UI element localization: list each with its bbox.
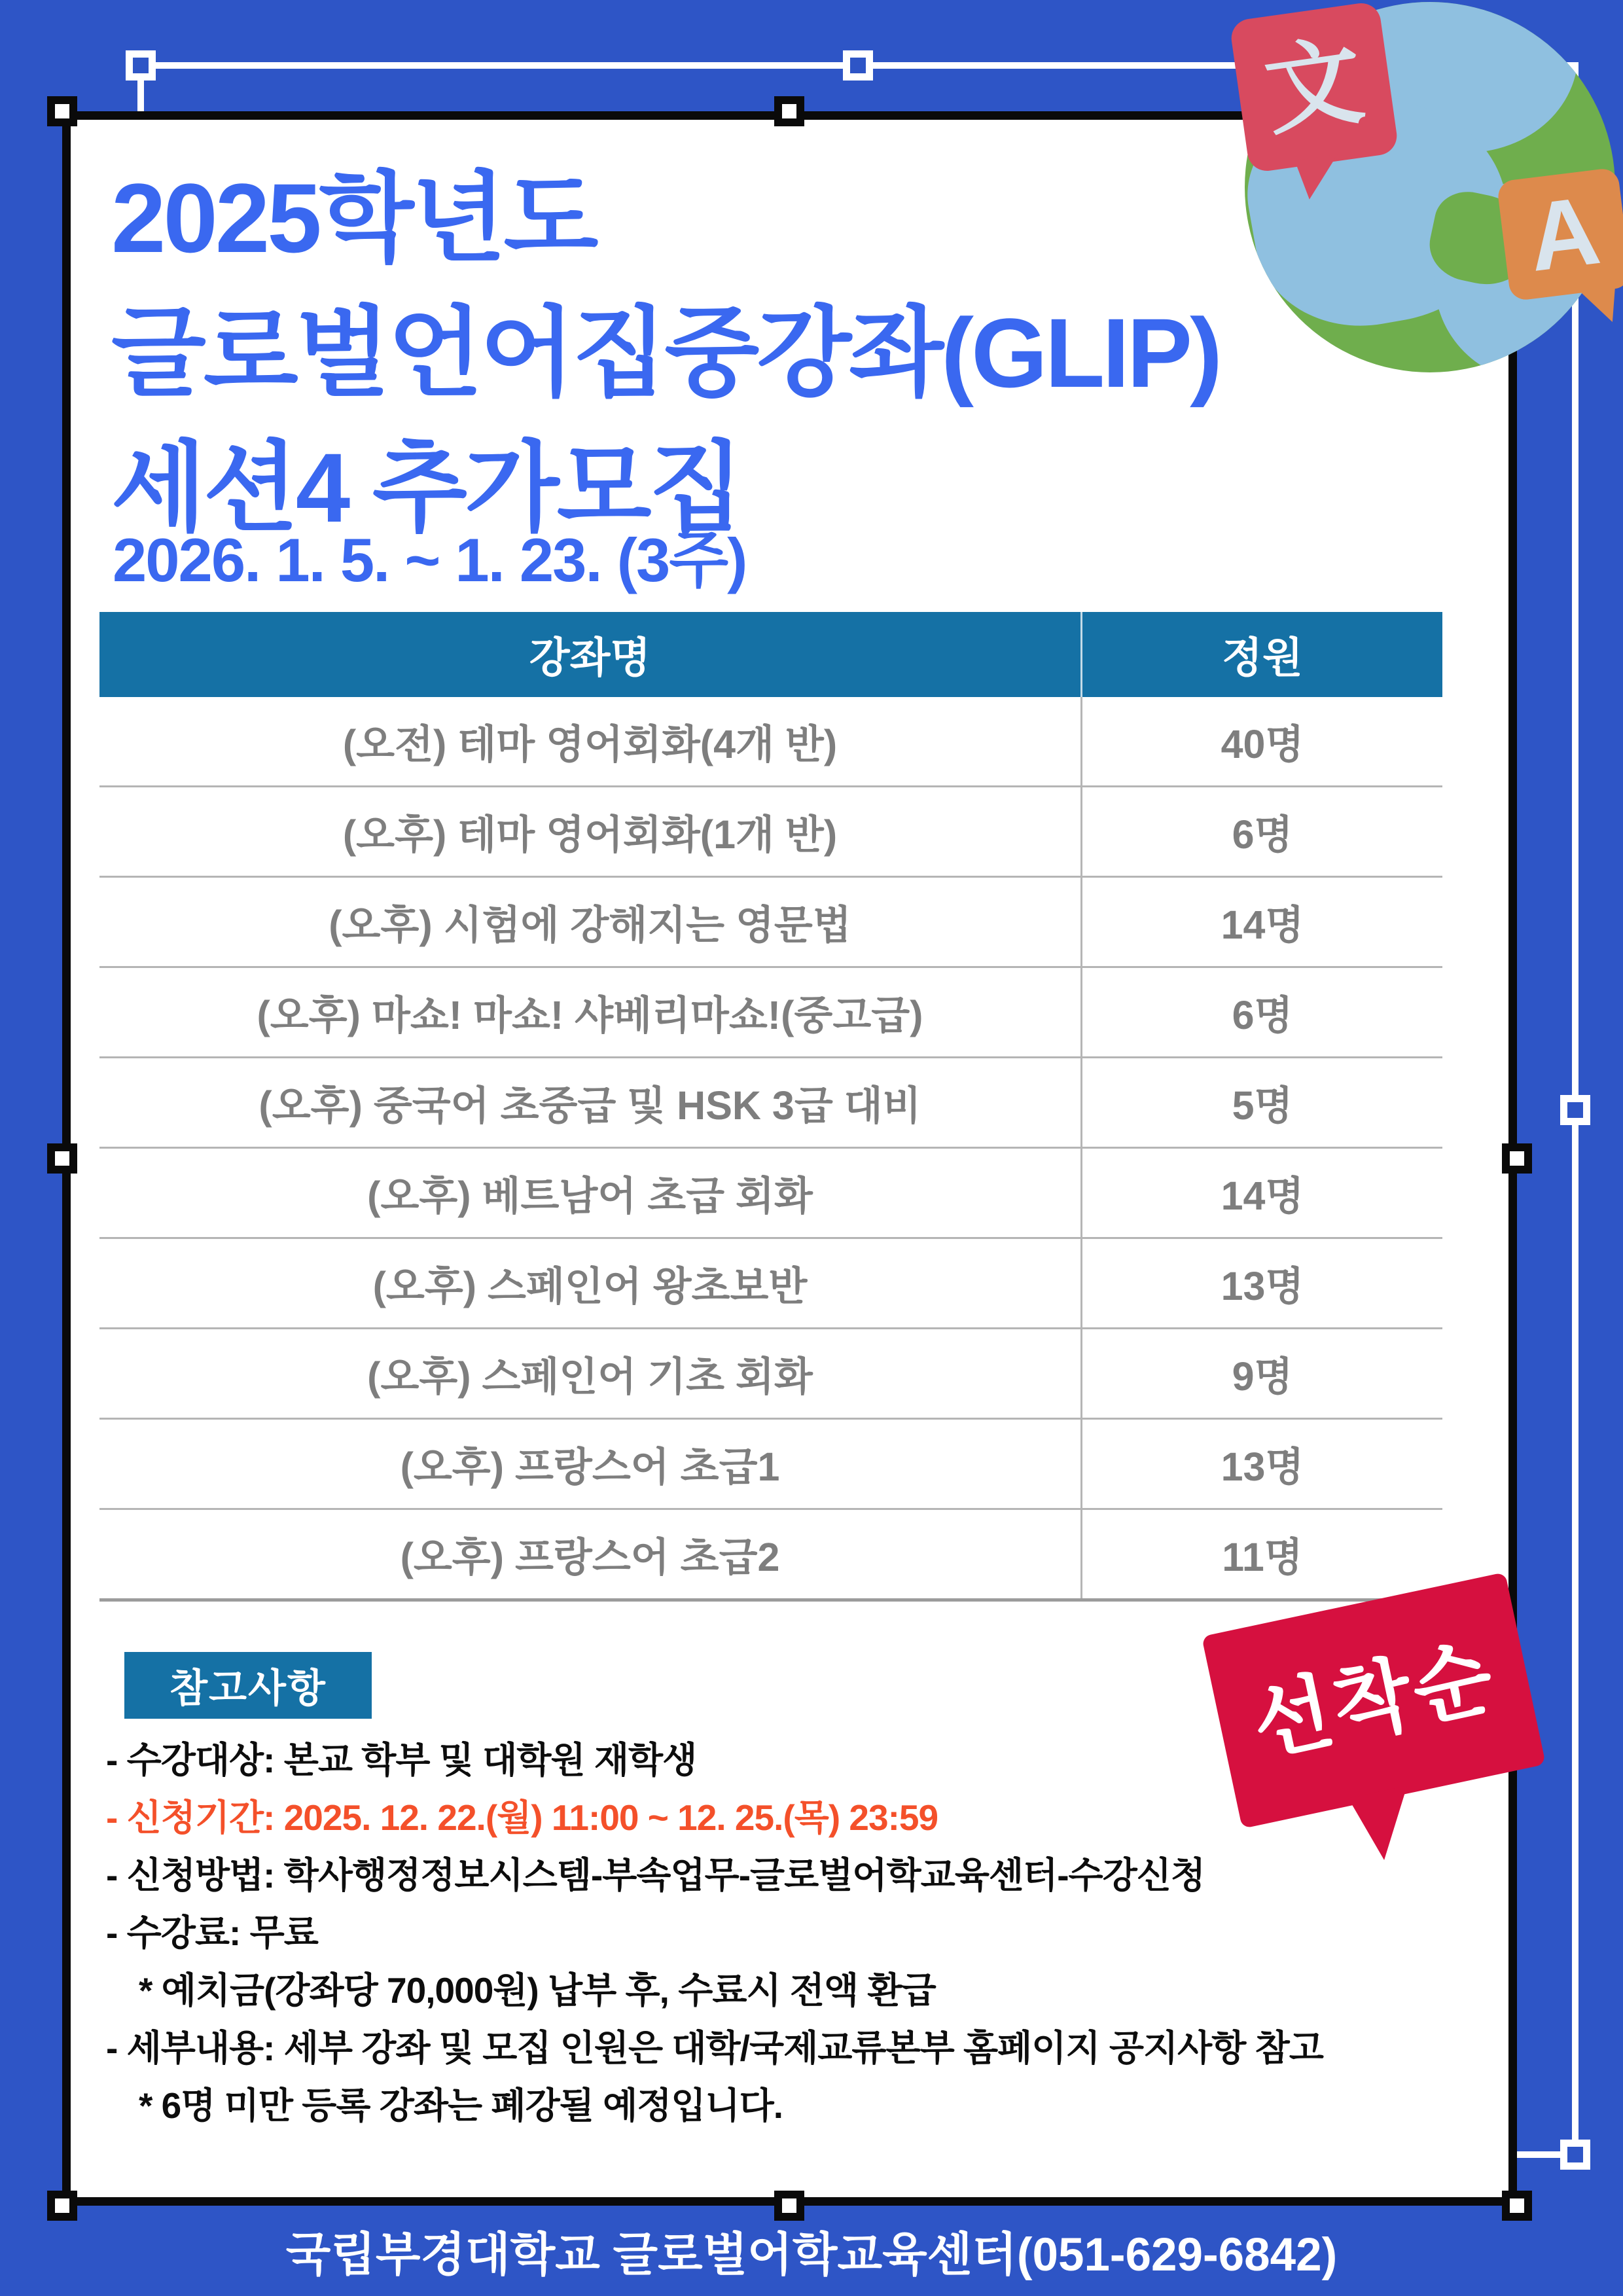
table-row [99, 966, 1442, 1056]
course-name-cell: (오후) 베트남어 초급 회화 [99, 1149, 1082, 1237]
card-handle-bottom-mid [774, 2191, 804, 2221]
course-name-cell: (오후) 중국어 초중급 및 HSK 3급 대비 [99, 1058, 1082, 1147]
capacity-cell: 13명 [1221, 1444, 1304, 1489]
capacity-cell: 5명 [1232, 1083, 1293, 1128]
card-handle-right-mid [1502, 1143, 1532, 1174]
capacity-cell: 9명 [1232, 1354, 1293, 1399]
course-name-cell: (오후) 프랑스어 초급2 [99, 1510, 1082, 1598]
marquee-handle-top-left [126, 50, 156, 81]
note-line: * 6명 미만 등록 강좌는 폐강될 예정입니다. [139, 2085, 783, 2126]
table-header-row [99, 612, 1442, 697]
notes-badge: 참고사항 [124, 1652, 372, 1719]
poster-title-line-1: 2025학년도 [111, 163, 596, 273]
course-name-cell: (오후) 마쇼! 마쇼! 샤베리마쇼!(중고급) [99, 968, 1082, 1056]
course-name-cell: (오후) 시험에 강해지는 영문법 [99, 878, 1082, 966]
latin-bubble-tail [1575, 282, 1620, 326]
card-handle-top-mid [774, 96, 804, 126]
card-handle-top-left [47, 96, 77, 126]
note-line: - 신청방법: 학사행정정보시스템-부속업무-글로벌어학교육센터-수강신청 [106, 1854, 1205, 1895]
marquee-handle-bottom-right [1560, 2140, 1590, 2170]
footer-bar [0, 2206, 1623, 2296]
poster-title-line-2: 글로벌언어집중강좌(GLIP) [111, 298, 1221, 408]
note-line: - 세부내용: 세부 강좌 및 모집 인원은 대학/국제교류본부 홈페이지 공지사항 참고 [106, 2027, 1323, 2068]
poster-period: 2026. 1. 5. ~ 1. 23. (3주) [113, 526, 747, 594]
chinese-character-glyph: 文 [1258, 26, 1370, 147]
course-name-cell: (오후) 프랑스어 초급1 [99, 1420, 1082, 1508]
latin-speech-bubble-icon [1496, 167, 1623, 301]
note-line: - 수강료: 무료 [106, 1912, 318, 1953]
marquee-handle-top-mid [843, 50, 873, 81]
note-line: - 수강대상: 본교 학부 및 대학원 재학생 [106, 1739, 697, 1780]
capacity-cell: 14명 [1221, 1174, 1304, 1218]
chinese-bubble-tail [1294, 154, 1343, 201]
table-row [99, 1418, 1442, 1508]
capacity-cell: 6명 [1232, 993, 1293, 1037]
notes-list [106, 1728, 1323, 2131]
header-capacity-label: 정원 [1222, 634, 1303, 681]
capacity-cell: 40명 [1221, 722, 1304, 766]
chinese-speech-bubble-icon [1229, 1, 1399, 173]
course-table [99, 612, 1442, 1602]
course-name-cell: (오후) 스페인어 기초 회화 [99, 1329, 1082, 1418]
course-name-cell: (오전) 테마 영어회화(4개 반) [99, 697, 1082, 785]
poster-title-line-3: 세션4 추가모집 [111, 433, 741, 543]
table-row [99, 697, 1442, 785]
capacity-cell: 6명 [1232, 812, 1293, 857]
footer-text: 국립부경대학교 글로벌어학교육센터(051-629-6842) [285, 2229, 1338, 2281]
table-row [99, 1147, 1442, 1237]
latin-letter-glyph: A [1522, 176, 1606, 292]
table-row [99, 785, 1442, 876]
course-name-cell: (오후) 테마 영어회화(1개 반) [99, 787, 1082, 876]
capacity-cell: 14명 [1221, 903, 1304, 947]
card-handle-left-mid [47, 1143, 77, 1174]
stamp-label: 선착순 [1244, 1630, 1503, 1770]
course-name-cell: (오후) 스페인어 왕초보반 [99, 1239, 1082, 1327]
table-row [99, 1508, 1442, 1598]
table-row [99, 1056, 1442, 1147]
card-handle-bottom-left [47, 2191, 77, 2221]
header-course-label: 강좌명 [99, 612, 1082, 697]
capacity-cell: 13명 [1221, 1264, 1304, 1308]
note-line-application-period: - 신청기간: 2025. 12. 22.(월) 11:00 ~ 12. 25.(목) 23:59 [106, 1797, 938, 1838]
table-row [99, 876, 1442, 966]
table-row [99, 1237, 1442, 1327]
capacity-cell: 11명 [1222, 1535, 1303, 1579]
table-row [99, 1327, 1442, 1418]
marquee-handle-right-mid [1560, 1095, 1590, 1125]
note-line: * 예치금(강좌당 70,000원) 납부 후, 수료시 전액 환급 [139, 1969, 936, 2011]
card-handle-bottom-right [1502, 2191, 1532, 2221]
